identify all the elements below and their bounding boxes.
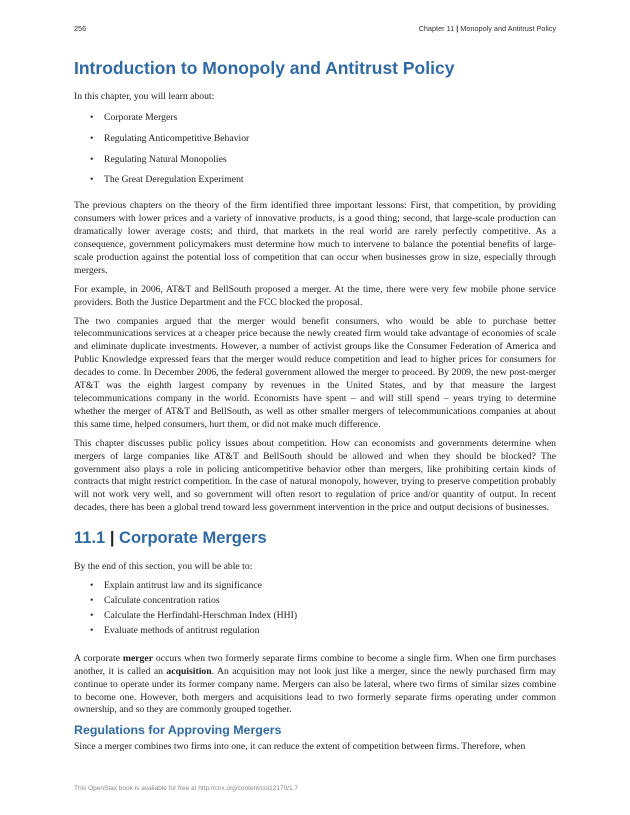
intro-list — [74, 112, 556, 186]
glossary-term-merger: merger — [122, 652, 154, 664]
list-item: • Regulating Anticompetitive Behavior — [90, 132, 250, 144]
objectives-lead: By the end of this section, you will be able to: — [74, 560, 253, 572]
body-paragraph: This chapter discusses public policy issues about competition. How can economists and governments determine when mergers of large companies like AT&T and BellSouth should be allowed and when they should be blocked? The government also plays a role in policing anticompetitive behavior other than mergers, like prohibiting certain kinds of contracts that might restrict competition. In the case of natural monopoly, however, trying to preserve competition probably will not work very well, and so government will often resort to regulation of price and/or quantity of output. In recent decades, there has been a global trend toward less government intervention in the price and output decisions of businesses. — [74, 437, 556, 514]
list-item: • Calculate concentration ratios — [90, 594, 220, 606]
glossary-term-acquisition: acquisition — [166, 665, 212, 677]
list-item: • Calculate the Herfindahl-Herschman Index (HHI) — [90, 609, 298, 621]
list-item: • Regulating Natural Monopolies — [90, 153, 227, 165]
list-item: • Evaluate methods of antitrust regulation — [90, 624, 260, 636]
body-paragraph: A corporate merger occurs when two formerly separate firms combine to become a single firm. When one firm purchases another, it is called an acquisition. An acquisition may not look just like a merger, since the newly purchased firm may continue to operate under its former company name. Mergers can also be lateral, where two firms of similar sizes combine to become one. However, both mergers and acquisitions lead to two formerly separate firms operating under common ownership, and so they are commonly grouped together. — [74, 652, 556, 716]
page-number: 256 — [74, 24, 87, 33]
body-paragraph: Since a merger combines two firms into one, it can reduce the extent of competition between firms. Therefore, when — [74, 741, 526, 753]
section-heading: 11.1 | Corporate Mergers — [74, 529, 267, 548]
page-footer: This OpenStax book is available for free at http://cnx.org/content/col12170/1.7 — [74, 785, 299, 792]
subsection-heading: Regulations for Approving Mergers — [74, 723, 282, 738]
list-item: • Explain antitrust law and its significance — [90, 579, 262, 591]
body-paragraph: For example, in 2006, AT&T and BellSouth proposed a merger. At the time, there were very few mobile phone service providers. Both the Justice Department and the FCC blocked the proposal. — [74, 283, 556, 308]
body-paragraph: The two companies argued that the merger would benefit consumers, who would be able to purchase better telecommunications services at a cheaper price because the newly created firm would take advantage of economies of scale and eliminate duplicate investments. However, a number of activist groups like the Consumer Federation of America and Public Knowledge expressed fears that the merger would reduce competition and lead to higher prices for consumers for decades to come. In December 2006, the federal government allowed the merger to proceed. By 2009, the new post-merger AT&T was the eighth largest company by revenues in the United States, and by that measure the largest telecommunications company in the world. Economists have spent – and will still spend – years trying to determine whether the merger of AT&T and BellSouth, as well as other smaller mergers of telecommunications companies at about this same time, helped consumers, hurt them, or did not make much difference. — [74, 315, 556, 430]
list-item: • The Great Deregulation Experiment — [90, 174, 244, 186]
running-header — [74, 24, 556, 33]
chapter-header: Chapter 11 | Monopoly and Antitrust Policy — [418, 24, 556, 33]
body-paragraph: The previous chapters on the theory of the firm identified three important lessons: First, that competition, by providing consumers with lower prices and a variety of innovative products, is a good thing; second, that large-scale production can dramatically lower average costs; and third, that markets in the real world are rarely perfectly competitive. As a consequence, government policymakers must determine how much to intervene to balance the potential benefits of large-scale production against the potential loss of competition that can occur when businesses grow in size, especially through mergers. — [74, 200, 556, 276]
objectives-list — [74, 580, 556, 637]
page-title: Introduction to Monopoly and Antitrust Policy — [74, 58, 455, 78]
intro-lead: In this chapter, you will learn about: — [74, 91, 215, 102]
list-item: • Corporate Mergers — [90, 111, 178, 123]
page-content — [74, 58, 556, 760]
